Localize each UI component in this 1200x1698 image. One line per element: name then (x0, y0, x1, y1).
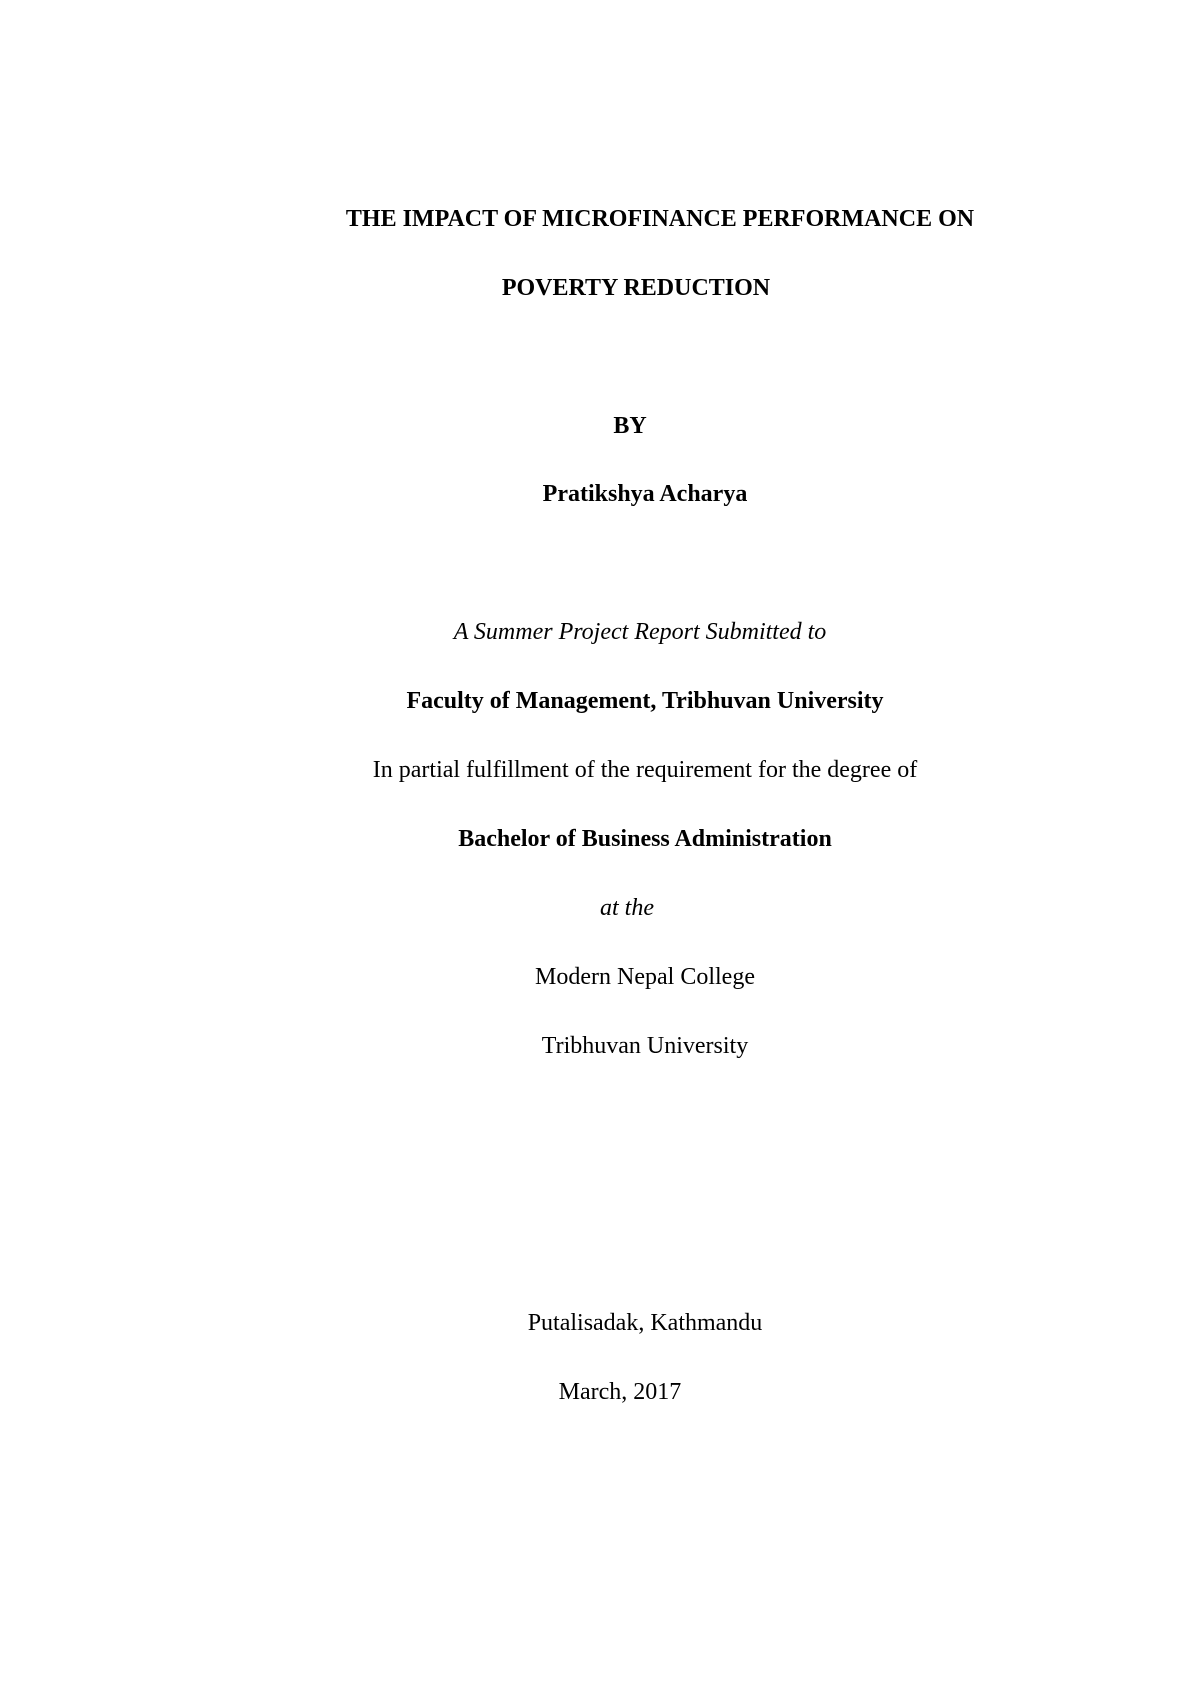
university-name: Tribhuvan University (541, 1033, 749, 1059)
college-name: Modern Nepal College (535, 964, 755, 990)
submission-date: March, 2017 (558, 1379, 682, 1405)
degree-name: Bachelor of Business Administration (458, 826, 832, 852)
author-name: Pratikshya Acharya (542, 481, 748, 507)
location: Putalisadak, Kathmandu (527, 1310, 763, 1336)
at-the-label: at the (600, 895, 654, 921)
submission-statement: A Summer Project Report Submitted to (453, 619, 827, 645)
report-title-line-2: POVERTY REDUCTION (501, 275, 771, 301)
partial-fulfillment-statement: In partial fulfillment of the requirement for the degree of (372, 757, 918, 783)
by-label: BY (613, 413, 647, 439)
faculty-name: Faculty of Management, Tribhuvan University (406, 688, 884, 714)
report-title-line-1: THE IMPACT OF MICROFINANCE PERFORMANCE ON (345, 206, 975, 232)
